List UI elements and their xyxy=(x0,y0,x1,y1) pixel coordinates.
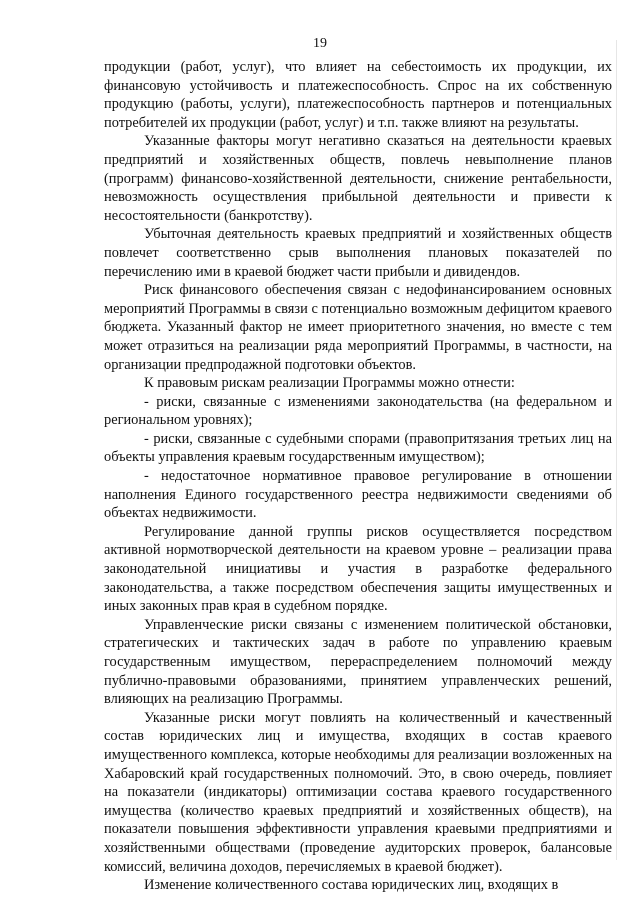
paragraph-financial-risk: Риск финансового обеспечения связан с недофинансированием основных мероприятий Программы в связи с потенциально возможным дефицитом краевого бюджета. Указанный фактор не имеет приоритетного значения, но вместе с тем может отразиться на реализации ряда мероприятий Программы, в частности, на организации предпродажной подготовки объектов. xyxy=(104,282,612,373)
list-item-regulation-risk: - недостаточное нормативное правовое регулирование в отношении наполнения Единого государственного реестра недвижимости сведениями об объектах недвижимости. xyxy=(104,468,612,522)
document-body xyxy=(104,58,612,895)
paragraph-factors-impact: Указанные факторы могут негативно сказаться на деятельности краевых предприятий и хозяйственных обществ, повлечь невыполнение планов (программ) финансово-хозяйственной деятельности, снижение рентабельности, невозможность осуществления прибыльной деятельности и привести к несостоятельности (банкротству). xyxy=(104,133,612,224)
paragraph-quantitative-change: Изменение количественного состава юридических лиц, входящих в xyxy=(144,877,559,894)
paragraph-risk-consequences: Указанные риски могут повлиять на количественный и качественный состав юридических лиц и имущества, входящих в состав краевого имущественного комплекса, которые необходимы для реализации возложенных на Хабаровский край государственных полномочий. Это, в свою очередь, повлияет на показатели (индикаторы) оптимизации состава краевого государственного имущества (количество краевых предприятий и хозяйственных обществ), на показатели повышения эффективности управления краевыми предприятиями и хозяйственными обществами (проведение аудиторских проверок, балансовые комиссий, величина доходов, перечисляемых в краевой бюджет). xyxy=(104,709,612,875)
paragraph-risk-regulation: Регулирование данной группы рисков осуществляется посредством активной нормотворческой деятельности на краевом уровне – реализации права законодательной инициативы и участия в разработке федерального законодательства, а также посредством обеспечения защиты имущественных и иных законных прав края в судебном порядке. xyxy=(104,523,612,615)
scan-edge-line xyxy=(616,40,617,860)
page-number: 19 xyxy=(313,36,327,51)
list-item-legislation-risk: - риски, связанные с изменениями законодательства (на федеральном и региональном уровнях); xyxy=(104,393,612,429)
list-item-litigation-risk: - риски, связанные с судебными спорами (правопритязания третьих лиц на объекты управления краевым государственным имуществом); xyxy=(104,430,612,466)
paragraph-continuation: продукции (работ, услуг), что влияет на себестоимость их продукции, их финансовую устойчивость и платежеспособность. Спрос на их собственную продукцию (работы, услуги), платежеспособность партнеров и потенциальных потребителей их продукции (работ, услуг) и т.п. также влияют на результаты. xyxy=(104,59,612,131)
paragraph-management-risks: Управленческие риски связаны с изменением политической обстановки, стратегических и тактических задач в работе по управлению краевым государственным имуществом, перераспределением полномочий между публично-правовыми образованиями, принятием управленческих решений, влияющих на реализацию Программы. xyxy=(104,616,612,708)
paragraph-legal-risks-intro: К правовым рискам реализации Программы можно отнести: xyxy=(144,375,515,392)
paragraph-unprofitable-activity: Убыточная деятельность краевых предприятий и хозяйственных обществ повлечет соответственно срыв выполнения плановых показателей по перечислению ими в краевой бюджет части прибыли и дивидендов. xyxy=(104,226,612,280)
